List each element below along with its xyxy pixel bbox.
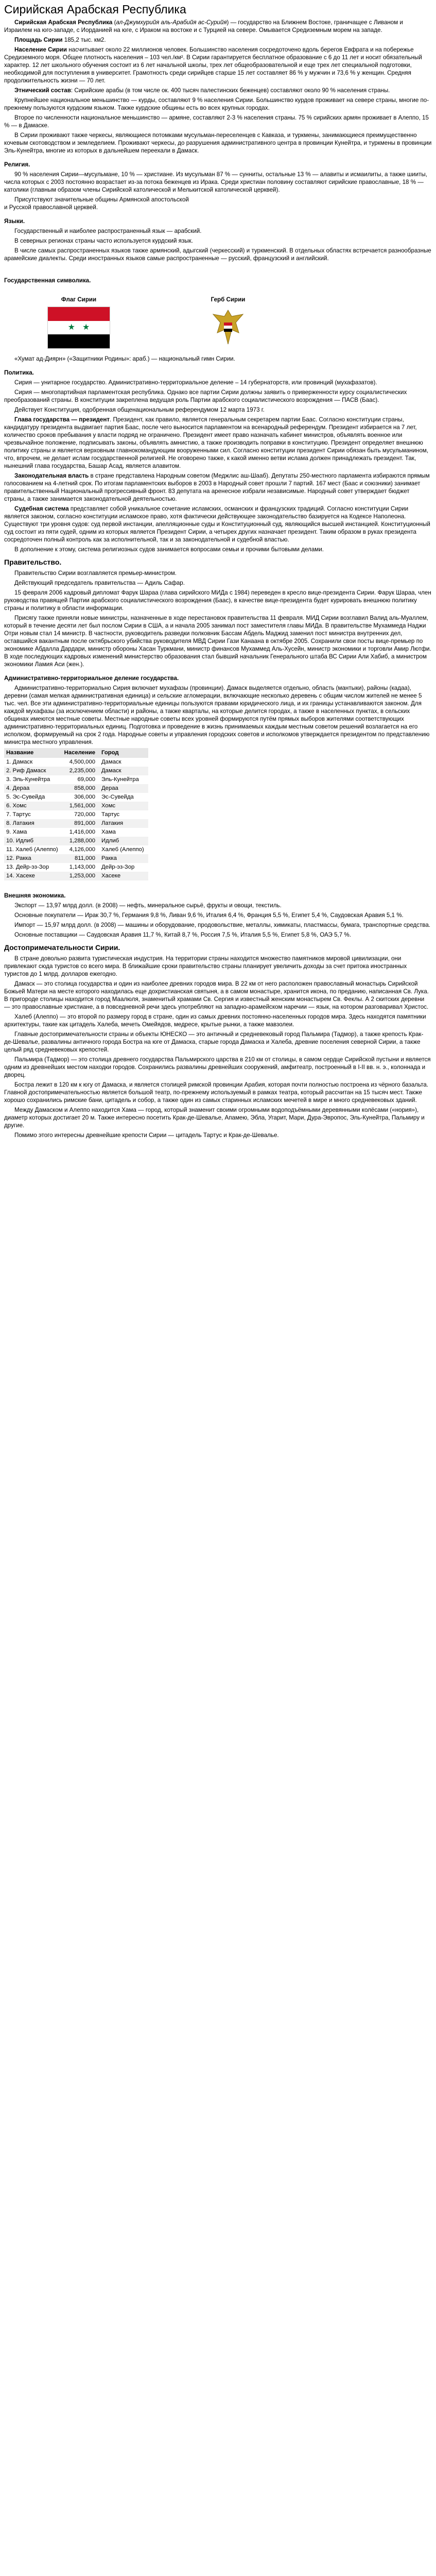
population-text: насчитывает около 22 миллионов человек. Большинство населения сосредоточено вдоль берегов Евфрата и на побережье Средиземного моря. Общее плотность населения – 103 чел./км². В Сирии гарантируется бесплатное образование с 6 до 11 лет и носит обязательный характер. 12 лет школьного обучения состоит из 6 лет начальной школы, трех лет общеобразовательной и еще трех лет специальной подготовки, необходимой для поступления в университет. Грамотность среди сирийцев старше 15 лет составляет 86 % у мужчин и 73,6 % у женщин. Средняя продолжительность жизни — 70 лет. [4,46,422,84]
table-row [4,872,148,880]
table-row [4,775,148,784]
province-population: 1,253,000 [62,872,99,880]
languages-paragraph-1: Государственный и наиболее распространенный язык — арабский. [14,228,202,234]
sights-paragraph-3: Халеб (Алеппо) — это второй по размеру город в стране, один из самых древних постоянно-населенных городов мира. Здесь находятся памятники архитектуры, такие как цитадель Халеба, мечеть Омейядов, медресе, крытые рынки, а также мавзолеи. [4,1013,426,1028]
province-population: 858,000 [62,784,99,793]
province-name: 5. Эс-Сувейда [6,794,45,800]
admin-paragraph-1: Административно-территориально Сирия включает мухафазы (провинции). Дамаск выделяется отдельно, область (мантыки), районы (кадаа), деревни (самая мелкая административная единица) и сельские агломерации, включающие несколько деревень с общим числом жителей не менее 5 тыс. чел. Все эти административно-территориальные единицы пользуются правами юридического лица, и их границы устанавливаются законом. Для каждой мухафазы (за исключением области) и районы, а также кварталы, на которые делится городах, а также в населенных пунктах, в сельских общинах имеются местные советы. Местные народные советы всех уровней формируются путём прямых выборов жителями соответствующих административно-территориальных единиц. Подготовка и проведение в жизнь принимаемых каждым местным советом решений возлагается на его исполком, формируемый на срок 2 года. Народные советы и управления городских советов и исполкомов утверждается президентом по представлению министра местного управления. [4,685,430,745]
province-population: 1,288,000 [62,837,99,845]
province-population: 2,235,000 [62,767,99,775]
sights-paragraph-4: Главные достопримечательности страны и объекты ЮНЕСКО — это античный и средневековый город Пальмира (Тадмор), а также крепость Крак-де-Шевалье, развалины античного города Бостра на юге от Дамаска, старые города Дамаска и Халеба, древние поселения северной Сирии, а также целый ряд средневековых крепостей. [4,1031,424,1053]
ethnic-paragraph [4,87,432,94]
table-row [4,819,148,828]
province-city: Дейр-эз-Зор [101,864,135,870]
languages-heading: Языки. [4,218,25,225]
ethnic-paragraph-2: Крупнейшее национальное меньшинство — курды, составляют 9 % населения Сирии. Большинство курдов проживает на севере страны, многие по-прежнему пользуются курдским языком. Также курдские общины есть во всех крупных городах. [4,97,429,111]
economy-paragraph-3: Импорт — 15,97 млрд долл. (в 2008) — машины и оборудование, продовольствие, металлы, химикаты, пластмассы, бумага, транспортные средства. [14,922,430,928]
province-name: 11. Халеб (Алеппо) [6,846,58,853]
languages-paragraph-3: В числе самых распространенных языков также армянский, адыгский (черкесский) и туркменский. В отдельных областях встречается разнообразные арамейские диалекты. Среди иностранных языков самые распространенные — русский, французский и английский. [4,247,431,262]
province-population: 1,561,000 [62,802,99,810]
table-header-row [4,748,148,758]
head-of-state-paragraph [4,416,432,470]
intro-native-name: ал-Джумхурийя аль-Арабийя ас-Сурийя [116,19,227,26]
legislature-label: Законодательная власть [14,472,89,479]
languages-paragraph-2: В северных регионах страны часто используется курдский язык. [14,238,193,244]
province-name: 12. Ракка [4,854,62,863]
flag-black-stripe [48,334,110,348]
area-value: 185,2 тыс. км2. [62,37,106,43]
province-name: 10. Идлиб [4,837,62,845]
population-paragraph [4,46,432,84]
sights-paragraph-6: Бостра лежит в 120 км к югу от Дамаска, и является столицей римской провинции Арабия, которая почти полностью построена из чёрного базальта. Главной достопримечательностью является большой театр, по-прежнему используемый в рамках театра, который рассчитан на 15 тысяч мест. Также хорошо сохранились римские бани, цитадель и собор, а также один из самых старинных исламских мечетей в мире и много средневековых зданий. [4,1081,429,1104]
star-icon: ★ [67,323,75,332]
province-name: 7. Тартус [6,811,31,818]
province-name: 13. Дейр-эз-Зор [6,864,49,870]
flag-slot [4,304,153,351]
sights-heading: Достопримечательности Сирии. [4,943,120,952]
table-row [4,837,148,845]
politics-paragraph-4: В дополнение к этому, система религиозных судов занимается вопросами семьи и прочими бытовыми делами. [14,546,324,553]
column-header: Название [4,748,62,758]
politics-paragraph-1: Сирия — унитарное государство. Административно-территориальное деление – 14 губернаторств, или провинций (мухафазатов). [14,379,377,386]
religion-paragraph-3: и Русской православной церквей. [4,204,98,211]
province-name: 2. Риф Дамаск [4,767,62,775]
page-title: Сирийская Арабская Республика [4,3,186,16]
population-label: Население Сирии [14,46,67,53]
government-paragraph-4: Присягу также приняли новые министры, назначенные в ходе перестановок правительства 11 февраля. МИД Сирии возглавил Валид аль-Муаллем, который в течение десяти лет был послом Сирии в США, а и начала 2005 занимал пост заместителя главы МИДа. В правительстве Мухаммеда Наджи Отри новым стал 14 министр. В частности, руководитель разведки полковник Бассам Абдель Маджид заменил пост министра внутренних дел, оставшийся вакантным после октябрьского убийства руководителя МВД Сирии Гази Канаана в октябре 2005. Сохранили свои посты вице-премьер по экономике Абдалла Дардари, министр обороны Хасан Туркмани, министр финансов Мухаммед Аль-Хусейн, министр экономики и торговли Амир Лютфи. В ходе последующих кадровых изменений министерство образования стал бывший начальник Генерального штаба ВС Сирии Али Хабиб, а министром экономики Ламия Аси (жен.). [4,615,431,668]
table-row [4,793,148,802]
table-row [4,863,148,872]
intro-rest: ) — государство на Ближнем Востоке, граничащее с Ливаном и Израилем на юго-западе, с Иорданией на юге, с Ираком на востоке и с Турцией на севере. Омывается Средиземным морем на западе. [4,19,403,33]
ethnic-paragraph-4: В Сирии проживают также черкесы, являющиеся потомками мусульман-переселенцев с Кавказа, и туркмены, занимающиеся преимущественно кочевым скотоводством и земледелием. Проживают черкесы, до разрушения административного центра в провинции Кунейтра, и туркмены в провинции Эль-Кунейтра, многие из которых в дальнейшем переехали в Дамаск. [4,132,432,154]
sights-paragraph-5: Пальмира (Тадмор) — это столица древнего государства Пальмирского царства в 210 км от столицы, в самом сердце Сирийской пустыни и является одним из древнейших местом находки городов. Сохранились развалины древнейших сооружений, амфитеатр, построенный в I-II вв. н. э., колоннада и дворец. [4,1056,431,1078]
province-city: Дераа [99,784,148,793]
anthem-paragraph: «Хумат ад-Диярн» («Защитники Родины»: араб.) — национальный гимн Сирии. [14,355,235,362]
province-city: Идлиб [99,837,148,845]
ethnic-paragraph-3: Второе по численности национальное меньшинство — армяне, составляют 2-3 % населения страны. 75 % сирийских армян проживает в Алеппо, 15 % — в Дамаске. [4,114,429,129]
legislature-text: в стране представлена Народным советом (Меджлис аш-Шааб). Депутаты 250-местного парламента избираются прямым голосованием на 4-летний срок. По итогам парламентских выборов в 2003 в Народный совет прошли 7 партий. 167 мест (Баас и союзники) занимает правительственный Национальный прогрессивный фронт. 83 депутата на аренесное избрали независимые. Народный совет утверждает бюджет страны, а также занимается законодательной деятельностью. [4,472,430,502]
province-population: 4,126,000 [69,846,96,853]
province-name: 6. Хомс [4,802,62,810]
judiciary-label: Судебная система [14,505,69,512]
province-population: 1,143,000 [69,864,96,870]
table-row [4,758,148,767]
flag-stars [48,321,110,335]
province-population: 891,000 [62,819,99,828]
province-city: Дамаск [99,767,148,775]
star-icon: ★ [82,323,90,332]
province-city: Халеб (Алеппо) [101,846,144,853]
province-city: Эль-Кунейтра [101,776,139,783]
religion-heading: Религия. [4,161,30,168]
politics-paragraph-3: Действует Конституция, одобренная общенациональным референдумом 12 марта 1973 г. [14,406,265,413]
province-population: 811,000 [62,854,99,863]
coat-label: Герб Сирии [211,296,246,303]
judiciary-text: представляет собой уникальное сочетание исламских, османских и французских традиций. Согласно конституции Сирии является законом, согласно конституции исламское право, хотя фактически действующее законодательство базируется на Кодексе Наполеона. Существуют три уровня судов: суд первой инстанции, апелляционные суды и Конституционный суд, являющийся высшей инстанцией. Конституционный суд состоит из пяти судей, одним из которых является Президент Сирии, а четырех других назначает президент. Таким образом в руках президента сосредоточен полный контроль как за исполнительной, так и за законодательной и судебной властью. [4,505,430,543]
province-city: Латакия [99,819,148,828]
province-name: 3. Эль-Кунейтра [6,776,50,783]
provinces-table [4,748,148,880]
intro-lead: Сирийская Арабская Республика [14,19,113,26]
symbols-images [4,304,313,351]
judiciary-paragraph [4,505,432,544]
table-row [4,767,148,775]
province-name: 4. Дераа [4,784,62,793]
province-city: Ракка [99,854,148,863]
economy-paragraph-4: Основные поставщики — Саудовская Аравия 11,7 %, Китай 8,7 %, Россия 7,5 %, Италия 5,5 %, Египет 5,8 %, ОАЭ 5,7 %. [14,931,351,938]
column-header: Население [62,748,99,758]
coat-slot [153,304,303,351]
economy-heading: Внешняя экономика. [4,892,66,899]
head-of-state-text: . Президент, как правило, является генеральным секретарем партии Баас. Согласно конституции страны, кандидатуру президента выдвигает партия Баас, после чего выносится парламентом на всенародный референдум. Президент избирается на 7 лет, количество сроков пребывания у власти подряд не ограничено. Президент имеет право назначать кабинет министров, объявлять военное или чрезвычайное положение, подписывать законы, объявлять амнистию, а также производить поправки в конституцию. Президент определяет внешнюю политику страны и является верховным главнокомандующим вооруженными сил. Согласно конституции президент Сирии обязан быть мусульманином, что, впрочем, не делает ислам государственной религией. Не оговорено также, к какой именно ветви ислама должен принадлежать президент. Так, нынешний глава государства, Башар Асад, является алавитом. [4,416,429,469]
province-name: 14. Хасеке [4,872,62,880]
sights-paragraph-7: Между Дамаском и Алеппо находится Хама — город, который знаменит своими огромными водоподъёмными деревянными колёсами («нория»), диаметр которых достигает 20 м. Также интересно посетить Крак-де-Шевалье, Апамею, Эбла, Угарит, Мари, Дура-Эвропос, Эль-Кунейтра, Пальмиру и другие. [4,1107,425,1129]
sights-paragraph-8: Помимо этого интересны древнейшие крепости Сирии — цитадель Тартус и Крак-де-Шевалье. [14,1132,279,1139]
politics-paragraph-2: Сирия — многопартийная парламентская республика. Однако все партии Сирии должны заявить о приверженности курсу социалистических преобразований страны. В конституции закреплена ведущая роль Партии арабского социалистического возрождения — ПАСВ (Баас). [4,389,407,403]
ethnic-text: : Сирийские арабы (в том числе ок. 400 тысяч палестинских беженцев) составляют около 90 % населения страны. [71,87,390,94]
economy-paragraph-2: Основные покупатели — Ирак 30,7 %, Германия 9,8 %, Ливан 9,6 %, Италия 6,4 %, Франция 5,5 %, Египет 5,4 %, Саудовская Аравия 5,1 %. [14,912,404,919]
province-population: 69,000 [77,776,96,783]
province-city: Эс-Сувейда [101,794,134,800]
admin-heading: Административно-территориальное деление государства. [4,675,179,682]
column-header: Город [99,748,148,758]
table-row [4,784,148,793]
province-city: Хомс [99,802,148,810]
government-paragraph-2: Действующий председатель правительства — Адиль Сафар. [14,580,185,586]
economy-paragraph-1: Экспорт — 13,97 млрд долл. (в 2008) — нефть, минеральное сырьё, фрукты и овощи, текстиль. [14,902,282,909]
province-city: Дамаск [101,759,121,765]
table-row [4,810,148,819]
legislature-paragraph [4,472,432,503]
province-population: 720,000 [74,811,96,818]
province-population: 4,500,000 [69,759,96,765]
province-name: 8. Латакия [4,819,62,828]
politics-heading: Политика. [4,369,34,376]
government-paragraph-1: Правительство Сирии возглавляется премьер-министром. [14,570,177,577]
province-city: Хасеке [99,872,148,880]
syria-flag-image [47,307,110,349]
table-row [4,854,148,863]
area-label: Площадь Сирии [14,37,63,43]
sights-paragraph-2: Дамаск — это столица государства и один из наиболее древних городов мира. В 22 км от него расположен православный монастырь Сирийской Божьей Матери на месте которого находилась еще дохристианская святыня, а в самом монастыре, хранится икона, по преданию, написанная Св. Лука. В пригороде столицы находится город Маалюля, знаменитый храмами Св. Сергия и известный женским монастырем Св. Феклы. А 2 скитских деревни — это православные христиане, а в повседневной речи здесь употребляют на западно-арамейском наречии — язык, на котором разговаривал Христос. [4,980,429,1010]
province-name: 1. Дамаск [6,759,33,765]
head-of-state-label: Глава государства — президент [14,416,110,423]
intro-paragraph [4,19,432,34]
sights-paragraph-1: В стране довольно развита туристическая индустрия. На территории страны находится множество памятников мировой цивилизации, они привлекают сюда туристов со всего мира. В ближайшие сроки правительство страны планирует увеличить доходы за счет притока иностранных туристов до 1 млрд. долларов ежегодно. [4,955,407,977]
coat-of-arms-eagle-icon [210,307,246,348]
symbols-heading: Государственная символика. [4,277,91,284]
religion-paragraph-2: Присутствуют значительные общины Армянской апостольской [14,196,189,203]
table-row [4,802,148,810]
province-city: Тартус [101,811,120,818]
article [0,0,436,1139]
government-heading: Правительство. [4,558,62,566]
government-paragraph-3: 15 февраля 2006 кадровый дипломат Фарук Шараа (глава сирийского МИДа с 1984) переведен в кресло вице-президента Сирии. Фарук Шараа, член руководства правящей Партии арабского социалистического возрождения (Баас), в качестве вице-президента будет курировать внешнюю политику страны и политику в области информации. [4,589,431,612]
flag-label: Флаг Сирии [61,296,97,303]
province-name: 9. Хама [6,829,27,835]
table-row [4,845,148,854]
province-city: Хама [101,829,116,835]
province-population: 306,000 [74,794,96,800]
flag-red-stripe [48,307,110,321]
religion-paragraph-1: 90 % населения Сирии—мусульмане, 10 % — христиане. Из мусульман 87 % — сунниты, остальные 13 % — алавиты и исмаилиты, а также шииты, числа которых с 2003 постоянно возрастает из-за потока беженцев из Ирака. Среди христиан половину составляют сирийские православные, 18 % — католики (главным образом члены Сирийской католической и Мелькитской католической церквей). [4,171,427,193]
area-paragraph [4,36,432,44]
table-row [4,828,148,837]
symbols-labels [4,296,313,303]
province-population: 1,416,000 [69,829,96,835]
intro-paren: ( [112,19,116,26]
ethnic-label: Этнический состав [14,87,71,94]
